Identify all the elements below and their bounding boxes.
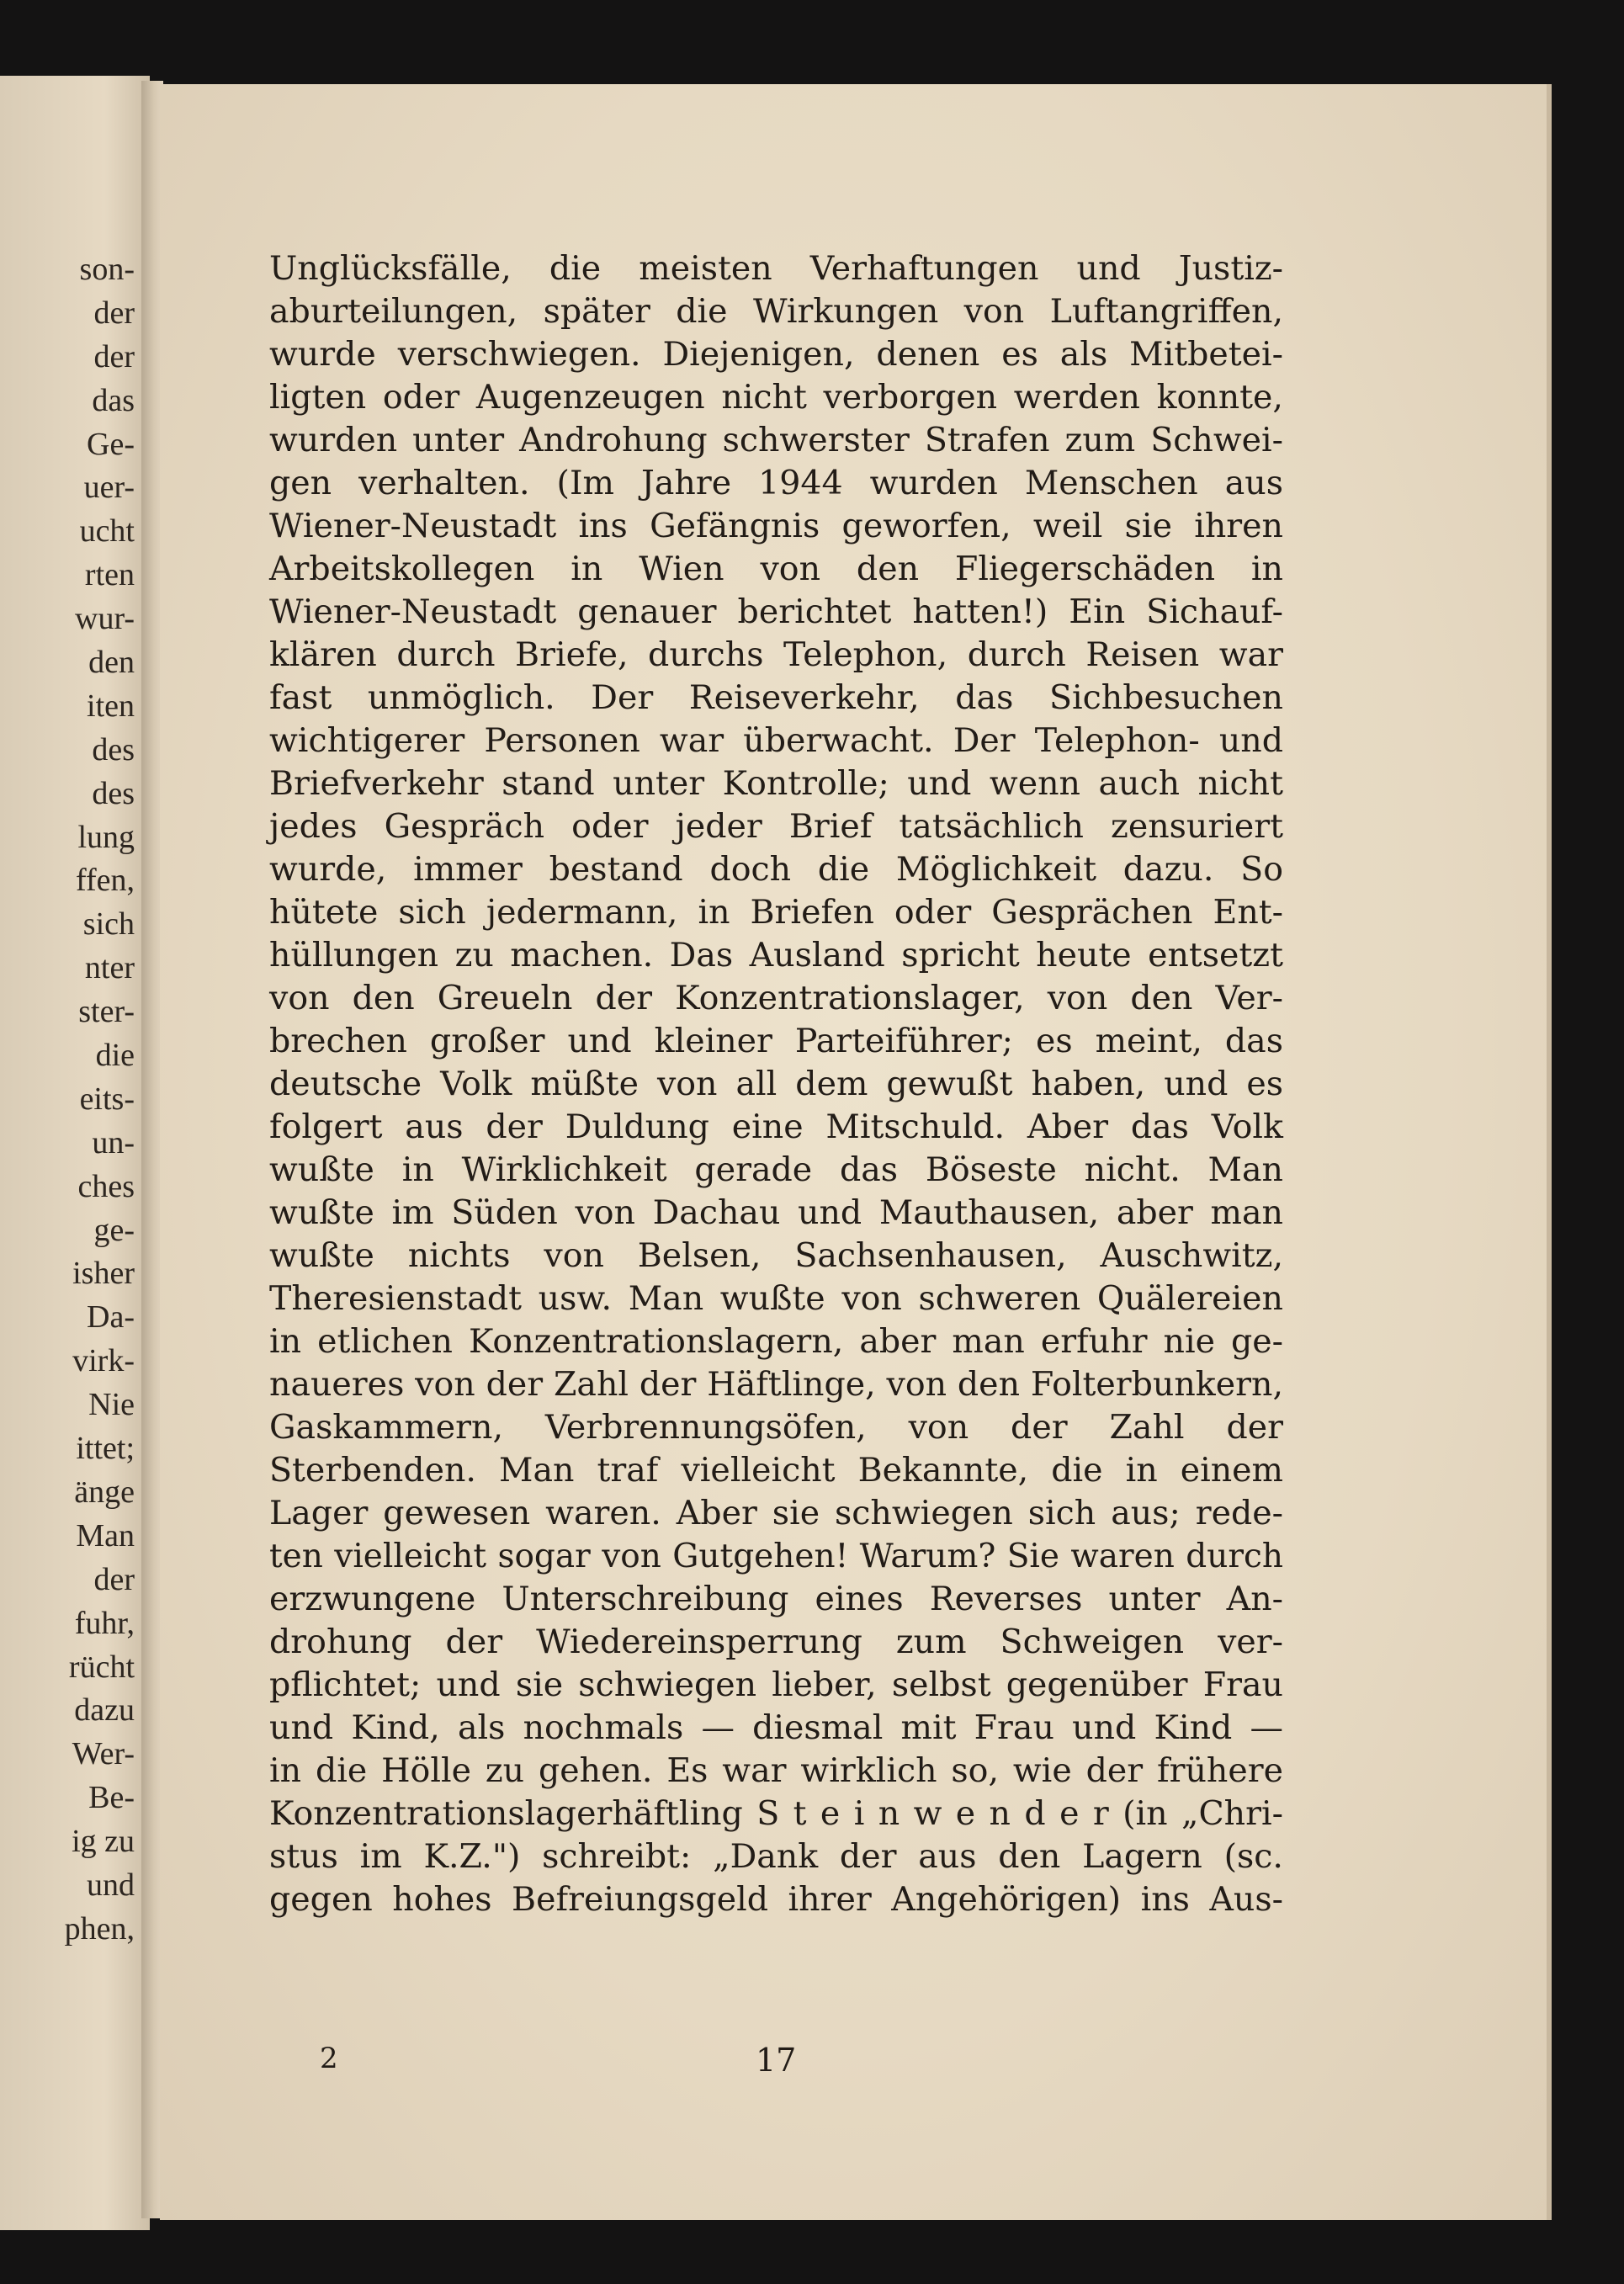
left-fragment-line: änge <box>74 1474 135 1510</box>
text-line: Gaskammern, Verbrennungsöfen, von der Zahl der <box>269 1408 1283 1447</box>
text-line: aburteilungen, später die Wirkungen von Luftangriffen, <box>269 292 1283 331</box>
left-fragment-line: ffen, <box>76 863 135 899</box>
text-line: gegen hohes Befreiungsgeld ihrer Angehörigen) ins Aus- <box>269 1880 1283 1919</box>
text-line: folgert aus der Duldung eine Mitschuld. Aber das Volk <box>269 1107 1283 1146</box>
text-line: ligten oder Augenzeugen nicht verborgen werden konnte, <box>269 378 1283 417</box>
left-fragment-line: uer- <box>83 470 135 506</box>
left-fragment-line: fuhr, <box>74 1605 135 1641</box>
left-fragment-line: der <box>93 295 135 331</box>
text-line: hüllungen zu machen. Das Ausland spricht heute entsetzt <box>269 936 1283 975</box>
left-fragment-line: ches <box>77 1168 135 1204</box>
page-number: 17 <box>756 2042 797 2079</box>
text-line: pflichtet; und sie schwiegen lieber, selbst gegenüber Frau <box>269 1665 1283 1704</box>
text-line: wußte im Süden von Dachau und Mauthausen, aber man <box>269 1193 1283 1232</box>
text-line: Wiener-Neustadt genauer berichtet hatten!) Ein Sichauf- <box>269 592 1283 631</box>
left-fragment-line: son- <box>79 252 135 287</box>
text-line: Sterbenden. Man traf vielleicht Bekannte, die in einem <box>269 1451 1283 1490</box>
text-line: klären durch Briefe, durchs Telephon, durch Reisen war <box>269 635 1283 674</box>
text-line: in die Hölle zu gehen. Es war wirklich so, wie der frühere <box>269 1751 1283 1790</box>
text-line: ten vielleicht sogar von Gutgehen! Warum? Sie waren durch <box>269 1538 1283 1575</box>
text-line: Unglücksfälle, die meisten Verhaftungen und Justiz- <box>269 249 1283 288</box>
left-fragment-line: den <box>88 645 135 681</box>
left-fragment-line: ittet; <box>76 1431 135 1467</box>
left-fragment-line: isher <box>72 1256 135 1292</box>
text-line: Konzentrationslagerhäftling S t e i n w e n d e r (in „Chri- <box>269 1794 1283 1833</box>
left-fragment-line: dazu <box>74 1692 135 1729</box>
right-page <box>160 84 1552 2220</box>
text-line: deutsche Volk müßte von all dem gewußt haben, und es <box>269 1065 1283 1103</box>
text-line: stus im K.Z.") schreibt: „Dank der aus den Lagern (sc. <box>269 1837 1283 1876</box>
left-fragment-line: und <box>87 1867 135 1903</box>
signature-mark: 2 <box>320 2042 338 2075</box>
left-fragment-line: rücht <box>68 1649 135 1685</box>
text-line: drohung der Wiedereinsperrung zum Schweigen ver- <box>269 1623 1283 1661</box>
left-fragment-line: des <box>92 775 135 811</box>
left-fragment-line: ster- <box>78 994 135 1030</box>
text-line: hütete sich jedermann, in Briefen oder Gesprächen Ent- <box>269 893 1283 932</box>
text-line: jedes Gespräch oder jeder Brief tatsächlich zensuriert <box>269 807 1283 846</box>
left-fragment-line: wur- <box>75 601 135 637</box>
left-fragment-line: virk- <box>72 1343 135 1379</box>
text-line: erzwungene Unterschreibung eines Reverses unter An- <box>269 1580 1283 1618</box>
text-line: wurde, immer bestand doch die Möglichkeit dazu. So <box>269 850 1283 889</box>
left-fragment-line: iten <box>87 688 135 724</box>
body-text <box>269 247 1283 1921</box>
text-line: Briefverkehr stand unter Kontrolle; und wenn auch nicht <box>269 764 1283 803</box>
left-fragment-line: Be- <box>88 1780 135 1816</box>
left-fragment-line: sich <box>82 906 135 943</box>
left-fragment-line: das <box>92 382 135 418</box>
left-fragment-line: die <box>95 1038 135 1074</box>
text-line: brechen großer und kleiner Parteiführer; es meint, das <box>269 1022 1283 1060</box>
text-line: wußte nichts von Belsen, Sachsenhausen, Auschwitz, <box>269 1236 1283 1275</box>
text-line: gen verhalten. (Im Jahre 1944 wurden Menschen aus <box>269 464 1283 502</box>
left-fragment-line: des <box>92 731 135 768</box>
text-line: naueres von der Zahl der Häftlinge, von den Folterbunkern, <box>269 1365 1283 1404</box>
left-fragment-line: Ge- <box>87 426 135 462</box>
left-fragment-line: un- <box>92 1124 135 1161</box>
left-fragment-line: lung <box>77 819 135 855</box>
text-line: von den Greueln der Konzentrationslager, von den Ver- <box>269 979 1283 1017</box>
text-line: Arbeitskollegen in Wien von den Fliegerschäden in <box>269 550 1283 588</box>
left-fragment-line: nter <box>84 950 135 986</box>
left-fragment-line: Wer- <box>72 1736 135 1772</box>
left-fragment-line: der <box>93 1561 135 1597</box>
left-page-fragments <box>0 248 135 1952</box>
text-line: wurden unter Androhung schwerster Strafen zum Schwei- <box>269 421 1283 459</box>
text-line: und Kind, als nochmals — diesmal mit Frau und Kind — <box>269 1708 1283 1747</box>
text-line: Wiener-Neustadt ins Gefängnis geworfen, weil sie ihren <box>269 507 1283 545</box>
text-line: wußte in Wirklichkeit gerade das Böseste nicht. Man <box>269 1150 1283 1189</box>
left-page <box>0 76 150 2230</box>
left-fragment-line: phen, <box>64 1910 135 1947</box>
text-line: in etlichen Konzentrationslagern, aber man erfuhr nie ge- <box>269 1322 1283 1361</box>
text-line: Theresienstadt usw. Man wußte von schweren Quälereien <box>269 1279 1283 1318</box>
left-fragment-line: eits- <box>79 1081 135 1117</box>
left-fragment-line: Nie <box>88 1387 135 1423</box>
left-fragment-line: Da- <box>87 1299 135 1336</box>
left-fragment-line: der <box>93 338 135 374</box>
left-fragment-line: ucht <box>79 513 135 550</box>
text-line: wurde verschwiegen. Diejenigen, denen es als Mitbetei- <box>269 335 1283 374</box>
left-fragment-line: ig zu <box>72 1824 135 1860</box>
text-line: wichtigerer Personen war überwacht. Der Telephon- und <box>269 721 1283 760</box>
left-fragment-line: rten <box>84 557 135 593</box>
left-fragment-line: Man <box>76 1517 135 1554</box>
left-fragment-line: ge- <box>93 1212 135 1248</box>
text-line: fast unmöglich. Der Reiseverkehr, das Sichbesuchen <box>269 678 1283 717</box>
text-line: Lager gewesen waren. Aber sie schwiegen sich aus; rede- <box>269 1494 1283 1532</box>
